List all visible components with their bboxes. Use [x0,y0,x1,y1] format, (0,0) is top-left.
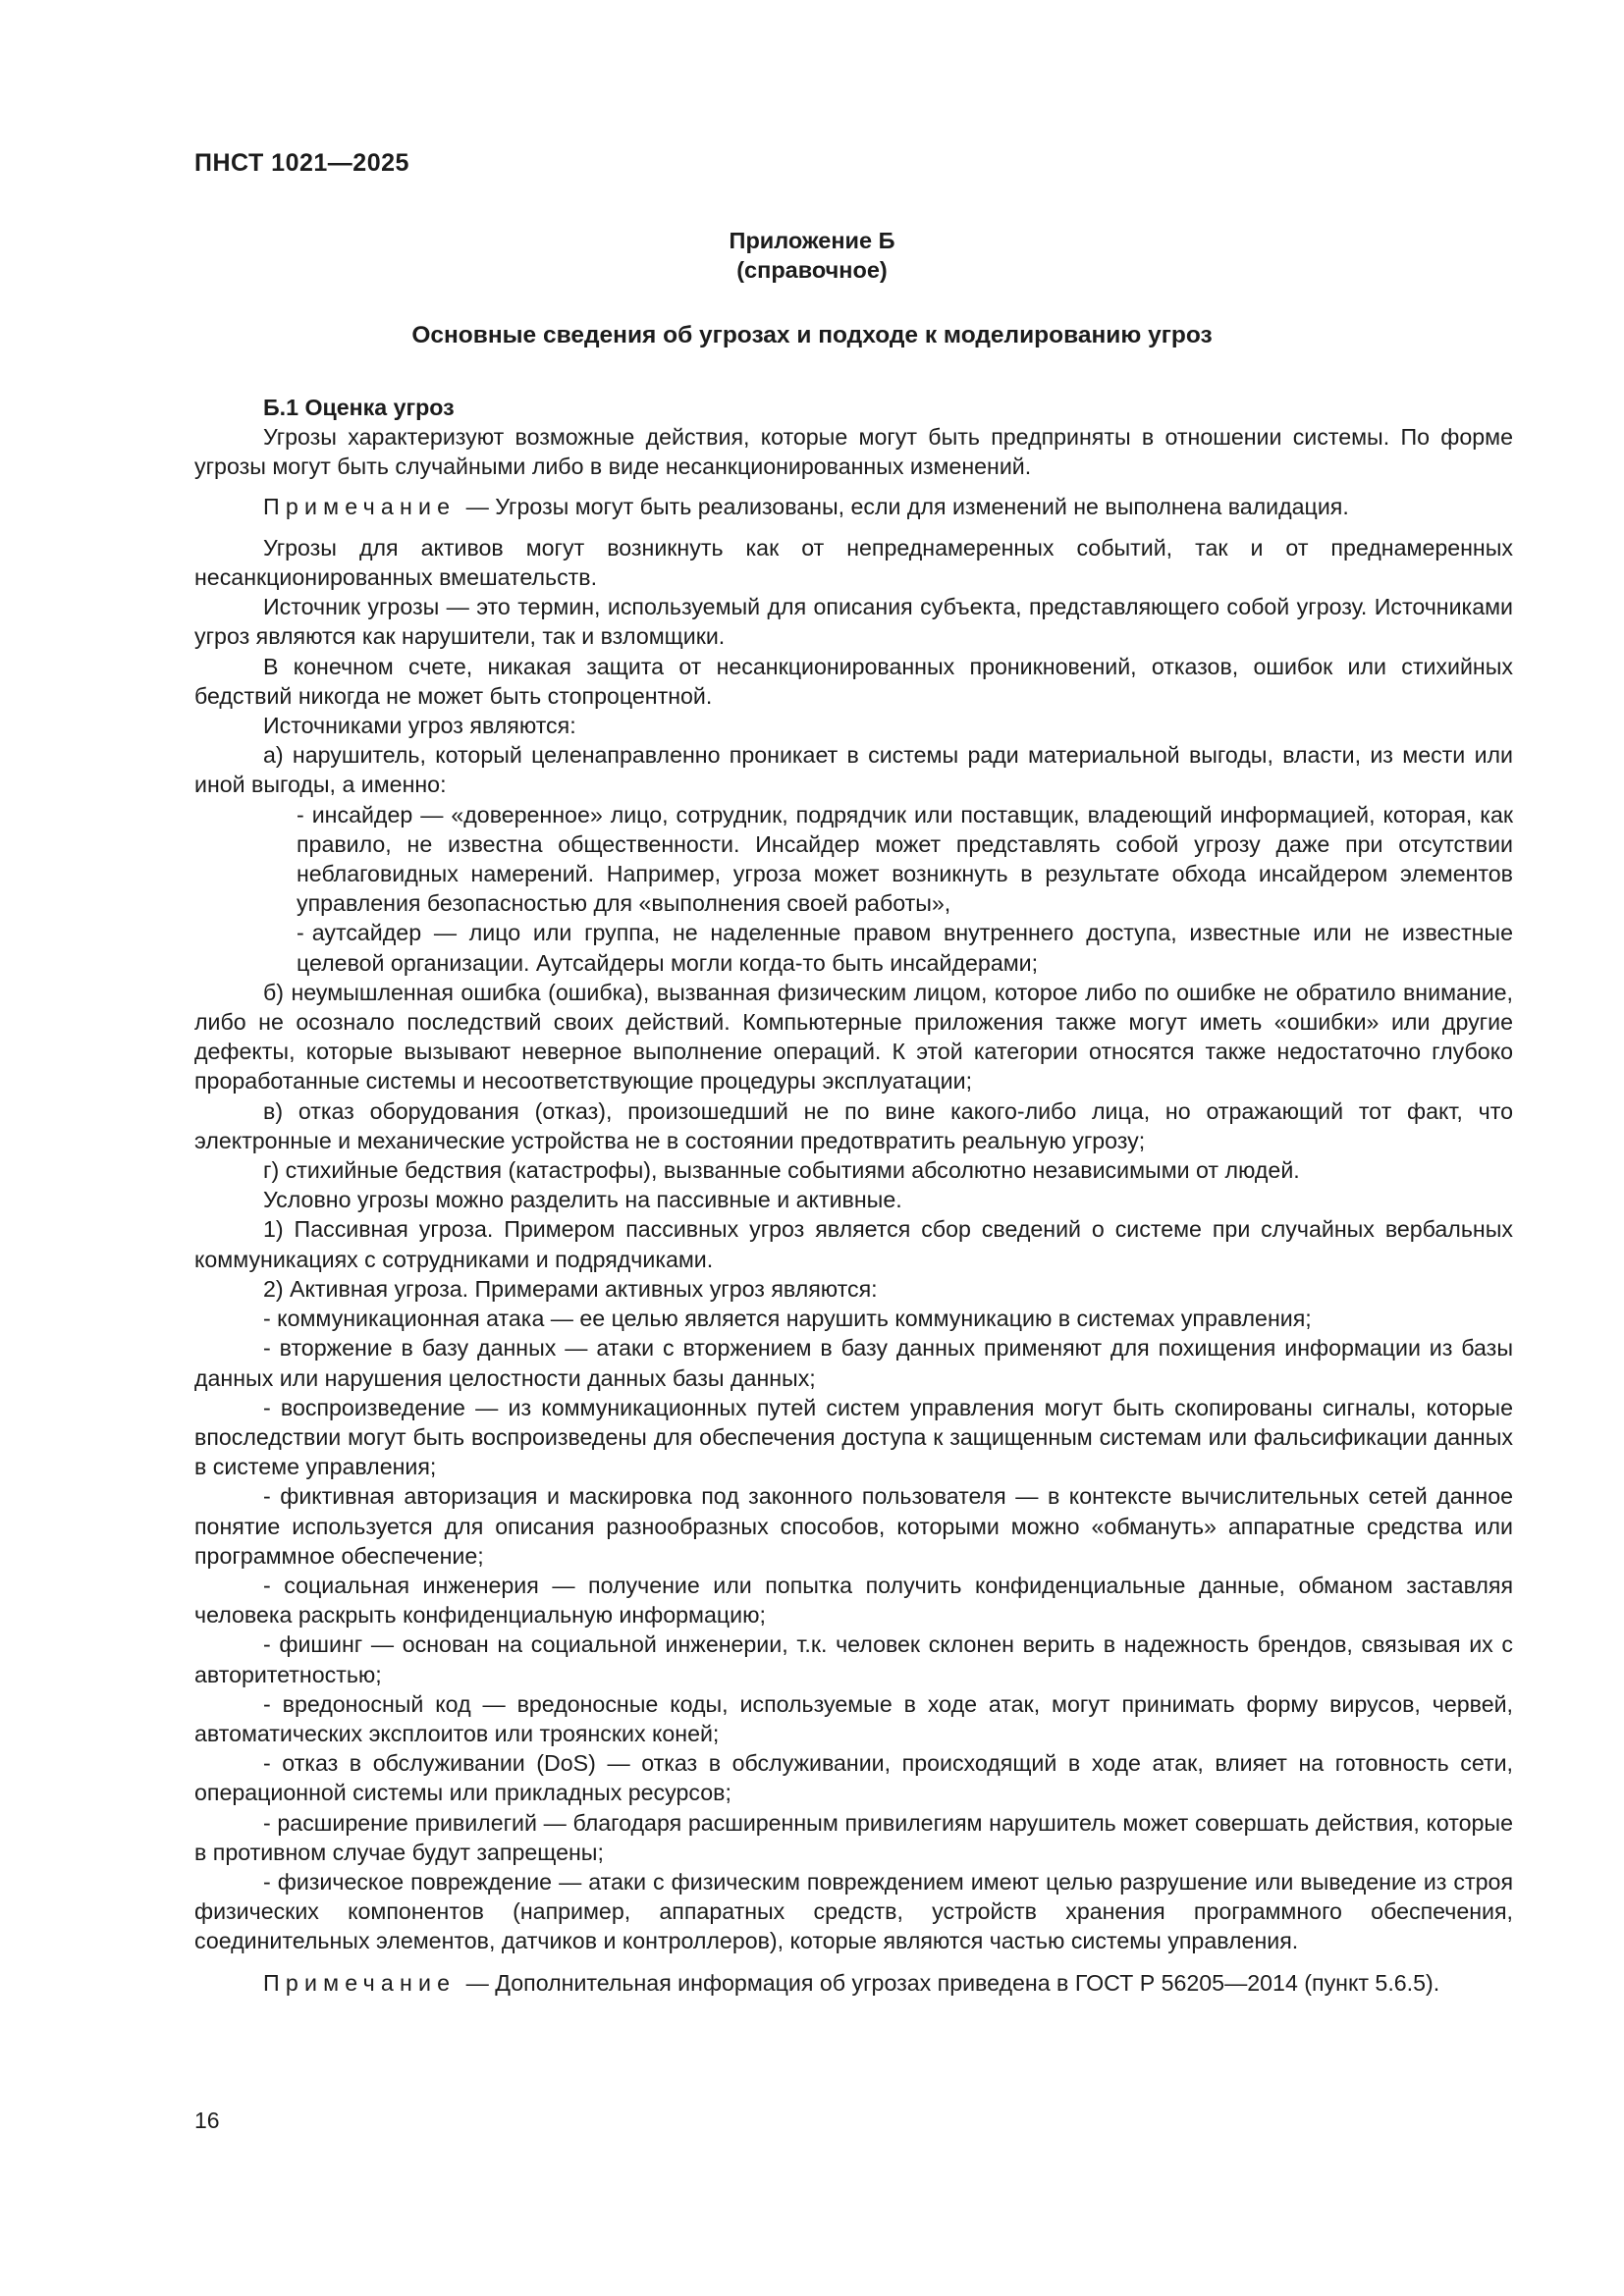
paragraph: В конечном счете, никакая защита от несанкционированных проникновений, отказов, ошибок или стихийных бедствий никогда не может быть стопроцентной. [194,653,1513,709]
paragraph: Условно угрозы можно разделить на пассивные и активные. [263,1187,902,1213]
annex-name: Основные сведения об угрозах и подходе к моделированию угроз [411,322,1213,348]
annex-subtitle: (справочное) [736,257,888,283]
list-dash: - [297,801,304,828]
list-item: в) отказ оборудования (отказ), произошедший не по вине какого-либо лица, но отражающий тот факт, что электронные и механические устройства не в состоянии предотвратить реальную угрозу; [194,1097,1513,1153]
page-number: 16 [194,2108,220,2133]
list-item: а) нарушитель, который целенаправленно проникает в системы ради материальной выгоды, власти, из мести или иной выгоды, а именно: [194,742,1513,798]
active-threat-item: - воспроизведение — из коммуникационных путей систем управления могут быть скопированы сигналы, которые впоследствии могут быть воспроизведены для обеспечения доступа к защищенным системам или фальсификации данных в системе управления; [194,1394,1513,1480]
active-threat-item: - расширение привилегий — благодаря расширенным привилегиям нарушитель может совершать действия, которые в противном случае будут запрещены; [194,1809,1513,1865]
section-body [194,393,1513,2009]
annex-title: Приложение Б [729,228,895,253]
sub-list-item [194,800,1513,919]
section-heading: Б.1 Оценка угроз [263,395,455,420]
paragraph: Угрозы для активов могут возникнуть как от непреднамеренных событий, так и от преднамеренных несанкционированных вмешательств. [194,534,1513,591]
active-threat-item: - коммуникационная атака — ее целью является нарушить коммуникацию в системах управления; [263,1306,1312,1332]
active-threat-item: - физическое повреждение — атаки с физическим повреждением имеют целью разрушение или выведение из строя физических компонентов (например, аппаратных средств, устройств хранения программного обеспечения, соединительных элементов, датчиков и контроллеров), которые являются частью системы управления. [194,1868,1513,1954]
document-id: ПНСТ 1021—2025 [194,149,409,177]
active-threat-item: - фиктивная авторизация и маскировка под законного пользователя — в контексте вычислительных сетей данное понятие используется для описания разнообразных способов, которыми можно «обмануть» аппаратные средства или программное обеспечение; [194,1483,1513,1569]
paragraph: Источник угрозы — это термин, используемый для описания субъекта, представляющего собой угрозу. Источниками угроз являются как нарушители, так и взломщики. [194,594,1513,650]
list-item: 1) Пассивная угроза. Примером пассивных угроз является сбор сведений о системе при случайных вербальных коммуникациях с сотрудниками и подрядчиками. [194,1216,1513,1272]
active-threat-item: - фишинг — основан на социальной инженерии, т.к. человек склонен верить в надежность брендов, связывая их с авторитетностью; [194,1631,1513,1687]
active-threat-item: - вредоносный код — вредоносные коды, используемые в ходе атак, могут принимать форму вирусов, червей, автоматических эксплоитов или троянских коней; [194,1690,1513,1746]
note-text: — Угрозы могут быть реализованы, если для изменений не выполнена валидация. [465,493,1349,519]
paragraph: Источниками угроз являются: [263,713,576,739]
active-threat-item: - вторжение в базу данных — атаки с вторжением в базу данных применяют для похищения информации из базы данных или нарушения целостности данных базы данных; [194,1335,1513,1391]
sub-list-item-text: аутсайдер — лицо или группа, не наделенные правом внутреннего доступа, известные или не известные целевой организации. Аутсайдеры могли когда-то быть инсайдерами; [297,920,1513,976]
note-text: — Дополнительная информация об угрозах приведена в ГОСТ Р 56205—2014 (пункт 5.6.5). [465,1969,1440,1996]
note [194,1968,1513,1998]
note [194,492,1513,521]
sub-list-item-text: инсайдер — «доверенное» лицо, сотрудник, подрядчик или поставщик, владеющий информацией, которая, как правило, не известна общественности. Инсайдер может представлять собой угрозу даже при отсутствии неблаговидных намерений. Например, угроза может возникнуть в результате обхода инсайдером элементов управления безопасностью для «выполнения своей работы», [297,801,1513,917]
note-label: Примечание [263,1969,457,1996]
active-threat-item: - социальная инженерия — получение или попытка получить конфиденциальные данные, обманом заставляя человека раскрыть конфиденциальную информацию; [194,1572,1513,1629]
active-threat-item: - отказ в обслуживании (DoS) — отказ в обслуживании, происходящий в ходе атак, влияет на готовность сети, операционной системы или прикладных ресурсов; [194,1750,1513,1806]
list-dash: - [297,920,304,946]
paragraph: Угрозы характеризуют возможные действия, которые могут быть предприняты в отношении системы. По форме угрозы могут быть случайными либо в виде несанкционированных изменений. [194,424,1513,480]
list-item: б) неумышленная ошибка (ошибка), вызванная физическим лицом, которое либо по ошибке не обратило внимание, либо не осознало последствий своих действий. Компьютерные приложения также могут иметь «ошибки» или другие дефекты, которые вызывают неверное выполнение операций. К этой категории относятся также недостаточно глубоко проработанные системы и несоответствующие процедуры эксплуатации; [194,979,1513,1095]
list-item: г) стихийные бедствия (катастрофы), вызванные событиями абсолютно независимыми от людей. [263,1157,1300,1184]
note-label: Примечание [263,493,457,519]
list-item: 2) Активная угроза. Примерами активных угроз являются: [263,1275,878,1302]
sub-list-item [194,918,1513,977]
